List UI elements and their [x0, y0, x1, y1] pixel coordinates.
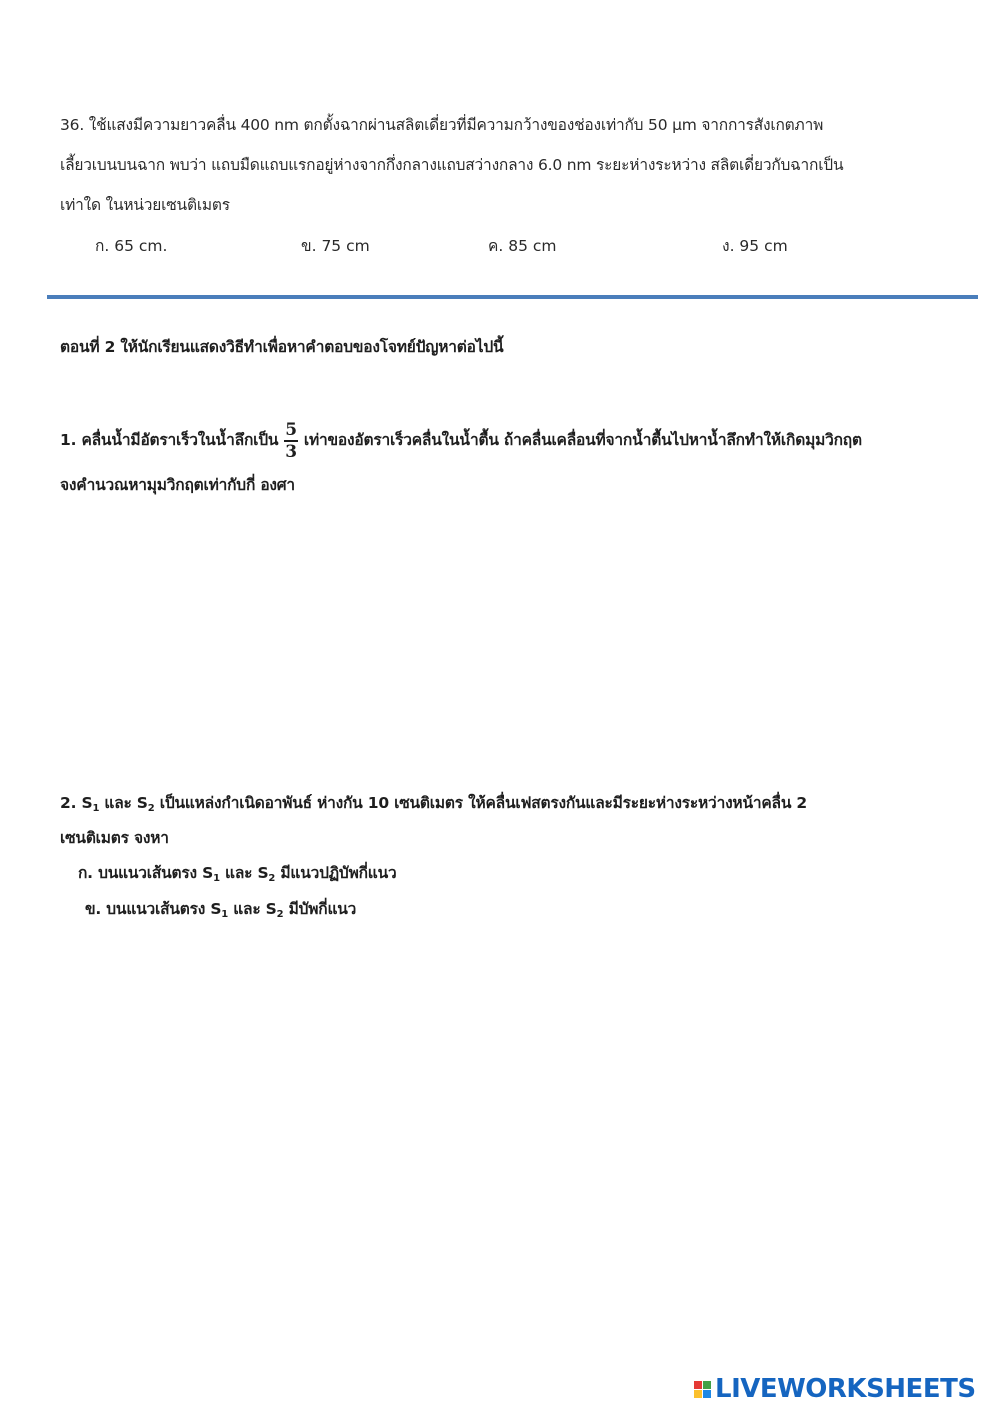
- part-a-text: และ S: [219, 864, 269, 882]
- logo-square: [694, 1381, 702, 1389]
- problem-1-line-2: จงคำนวณหามุมวิกฤตเท่ากับกี่ องศา: [60, 476, 295, 494]
- problem-2-part-b: [85, 896, 356, 921]
- q36-choice-b: ข. 75 cm: [301, 237, 370, 255]
- q36-choice-c: ค. 85 cm: [488, 237, 557, 255]
- problem-1-line-1: [60, 420, 862, 461]
- logo-square: [703, 1381, 711, 1389]
- part-b-text: และ S: [228, 900, 277, 918]
- logo-square: [694, 1390, 702, 1398]
- fraction: [284, 421, 298, 461]
- part-b-text: มีบัพกี่แนว: [283, 900, 357, 918]
- problem-2-part-a: [78, 860, 396, 885]
- subscript: 1: [213, 873, 220, 884]
- problem-2-line-2: เซนติเมตร จงหา: [60, 829, 169, 847]
- section-divider: [47, 295, 978, 299]
- q36-choice-a: ก. 65 cm.: [95, 237, 168, 255]
- q36-choice-d: ง. 95 cm: [722, 237, 788, 255]
- subscript: 2: [147, 803, 155, 814]
- part-a-text: ก. บนแนวเส้นตรง S: [78, 864, 214, 882]
- subscript: 1: [92, 803, 100, 814]
- logo-text: LIVEWORKSHEETS: [715, 1374, 976, 1404]
- q36-line-3: เท่าใด ในหน่วยเซนติเมตร: [60, 196, 230, 214]
- problem-2-text: เป็นแหล่งกำเนิดอาพันธ์ ห่างกัน 10 เซนติเมตร ให้คลื่นเฟสตรงกันและมีระยะห่างระหว่างหน้าคลื่น 2: [154, 794, 807, 812]
- problem-2-text: 2. S: [60, 794, 93, 812]
- section-2-heading: ตอนที่ 2 ให้นักเรียนแสดงวิธีทำเพื่อหาคำตอบของโจทย์ปัญหาต่อไปนี้: [60, 338, 504, 356]
- subscript: 2: [268, 873, 276, 884]
- problem-1-text-after: เท่าของอัตราเร็วคลื่นในน้ำตื้น ถ้าคลื่นเคลื่อนที่จากน้ำตื้นไปหาน้ำลึกทำให้เกิดมุมวิกฤต: [303, 431, 862, 449]
- part-a-text: มีแนวปฏิบัพกี่แนว: [275, 864, 397, 882]
- problem-2-line-1: [60, 790, 807, 815]
- subscript: 2: [276, 909, 284, 920]
- subscript: 1: [221, 909, 229, 920]
- problem-2-text: และ S: [99, 794, 148, 812]
- logo-mark-icon: [694, 1381, 711, 1398]
- q36-line-2: เลี้ยวเบนบนฉาก พบว่า แถบมืดแถบแรกอยู่ห่างจากกึ่งกลางแถบสว่างกลาง 6.0 nm ระยะห่างระหว่าง สลิตเดี่ยวกับฉากเป็น: [60, 156, 844, 174]
- liveworksheets-logo: [694, 1374, 976, 1404]
- part-b-text: ข. บนแนวเส้นตรง S: [85, 900, 222, 918]
- problem-1-text-before: 1. คลื่นน้ำมีอัตราเร็วในน้ำลึกเป็น: [60, 431, 279, 449]
- q36-line-1: 36. ใช้แสงมีความยาวคลื่น 400 nm ตกตั้งฉากผ่านสลิตเดี่ยวที่มีความกว้างของช่องเท่ากับ 50 μm จากการสังเกตภาพ: [60, 116, 824, 134]
- fraction-numerator: 5: [285, 419, 297, 440]
- fraction-denominator: 3: [285, 441, 297, 462]
- logo-square: [703, 1390, 711, 1398]
